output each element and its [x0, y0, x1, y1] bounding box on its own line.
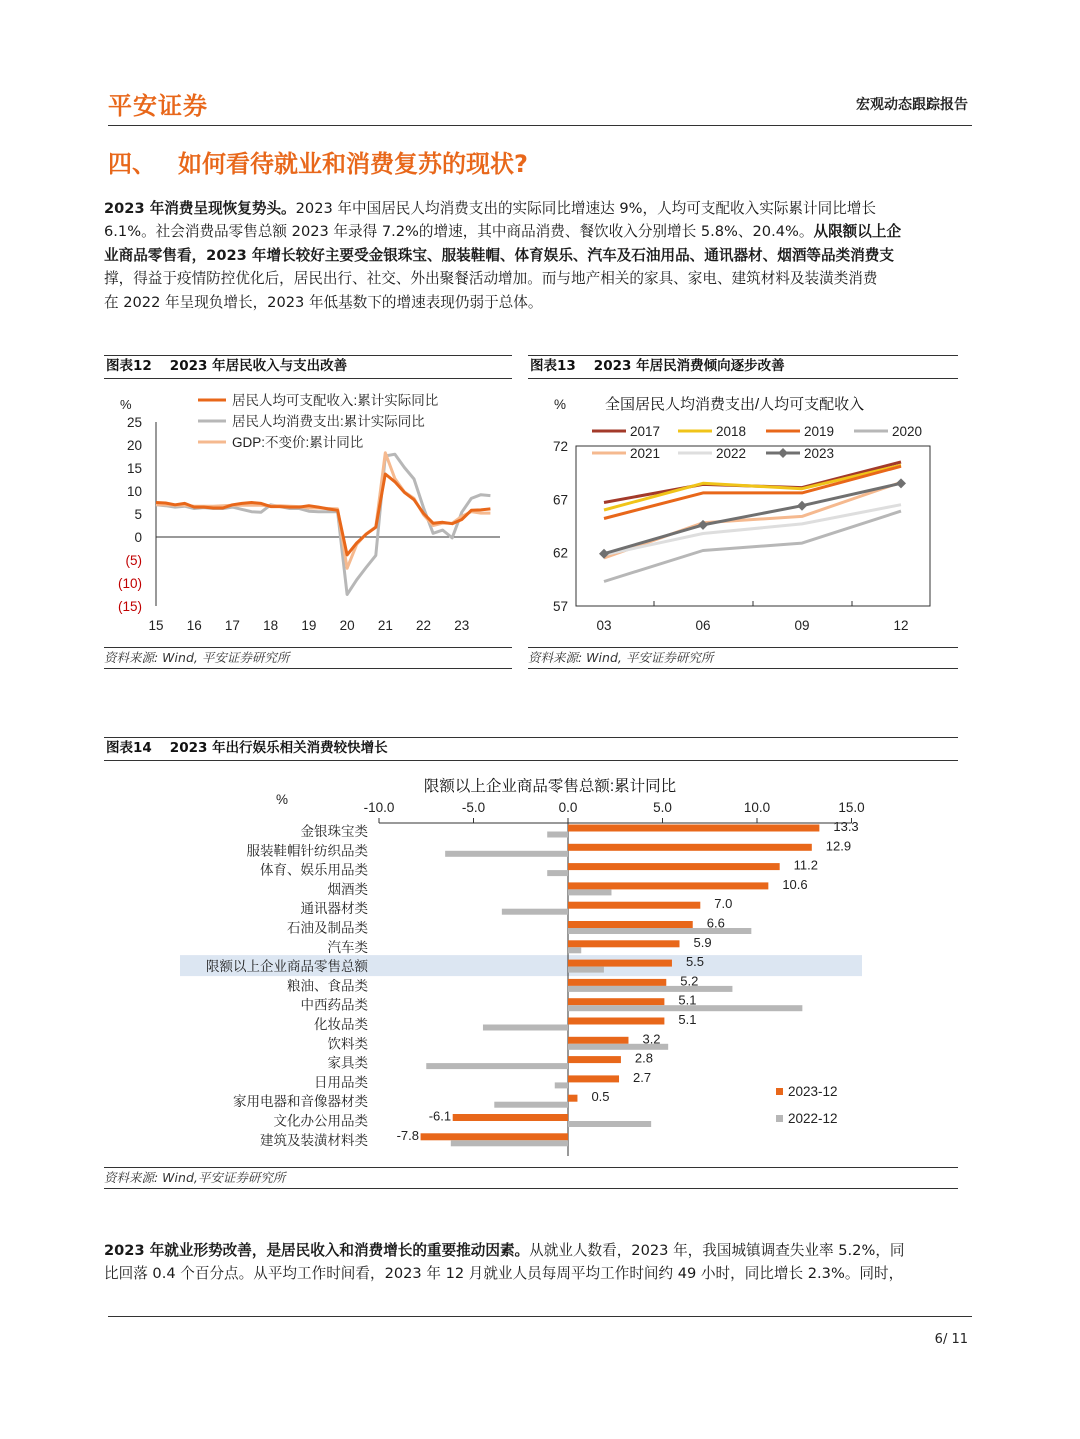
fig12-label: 图表12 [106, 358, 152, 374]
paragraph-bold: 从限额以上企 [813, 223, 902, 241]
y-tick-label: 62 [552, 545, 568, 561]
legend-label: 居民人均消费支出:累计实际同比 [232, 414, 425, 429]
bar-2022-12 [445, 851, 568, 857]
bar-2022-12 [568, 1121, 651, 1127]
bar-value-label: 5.1 [678, 992, 697, 1008]
x-tick-label: 22 [416, 618, 432, 633]
bar-value-label: 3.2 [642, 1031, 661, 1047]
fig12-header [104, 355, 512, 379]
x-tick-label: 15 [148, 618, 164, 633]
fig12-source: 资料来源: Wind, 平安证券研究所 [104, 647, 512, 669]
bar-2023-12 [568, 960, 672, 967]
series-line [156, 474, 490, 555]
bar-value-label: -6.1 [428, 1108, 452, 1124]
legend-marker [778, 448, 788, 458]
bar-2023-12 [568, 863, 780, 870]
category-label: 服装鞋帽针纺织品类 [246, 843, 368, 859]
bar-2022-12 [555, 1082, 568, 1088]
y-unit-label: % [554, 397, 567, 412]
bar-2023-12 [568, 902, 700, 909]
y-tick-label: (5) [125, 553, 142, 568]
bar-value-label: 0.5 [591, 1089, 610, 1105]
category-label: 建筑及装潢材料类 [260, 1132, 368, 1148]
x-tick-label: 23 [454, 618, 470, 633]
x-tick-label: 15.0 [838, 800, 865, 815]
page-number: 6/ 11 [934, 1332, 968, 1347]
legend-label: 2022 [716, 446, 747, 461]
bar-2022-12 [568, 986, 732, 992]
x-tick-label: 10.0 [743, 800, 771, 815]
series-marker [896, 478, 906, 488]
bar-2022-12 [568, 889, 611, 895]
chart-title: 限额以上企业商品零售总额:累计同比 [423, 778, 677, 795]
bar-value-label: 5.9 [693, 934, 712, 950]
fig13-chart [528, 380, 958, 645]
legend-label: 2022-12 [788, 1111, 838, 1126]
category-label: 化妆品类 [314, 1017, 368, 1032]
bar-2023-12 [568, 979, 666, 986]
paragraph-lead: 2023 年消费呈现恢复势头。 [104, 200, 296, 217]
paragraph-text: 从就业人数看，2023 年，我国城镇调查失业率 5.2%，同 [529, 1242, 905, 1259]
fig13-header [528, 355, 958, 379]
legend-label: 居民人均可支配收入:累计实际同比 [232, 393, 439, 408]
paragraph-employment [104, 1239, 980, 1286]
x-tick-label: -5.0 [461, 800, 486, 815]
bar-2023-12 [421, 1133, 568, 1140]
y-tick-label: 67 [552, 492, 568, 508]
legend-swatch [776, 1115, 783, 1122]
category-label: 文化办公用品类 [273, 1113, 368, 1129]
bar-value-label: 5.2 [680, 973, 699, 989]
category-label: 家具类 [327, 1055, 368, 1071]
x-tick-label: 09 [794, 618, 810, 633]
bar-2022-12 [502, 909, 568, 915]
x-tick-label: 20 [339, 618, 355, 633]
category-label: 烟酒类 [327, 881, 368, 897]
bar-2023-12 [568, 882, 768, 889]
report-name: 宏观动态跟踪报告 [856, 97, 968, 113]
x-tick-label: 18 [263, 618, 279, 633]
paragraph-bold: 业 [104, 246, 119, 264]
bar-value-label: 13.3 [833, 819, 859, 834]
bar-2023-12 [568, 998, 664, 1005]
legend-swatch [776, 1088, 783, 1095]
bar-value-label: 11.2 [793, 857, 819, 873]
category-label: 限额以上企业商品零售总额 [206, 959, 368, 975]
bar-2022-12 [426, 1063, 568, 1069]
y-tick-label: 25 [126, 415, 142, 430]
series-marker [797, 501, 807, 511]
y-tick-label: 5 [134, 507, 142, 522]
bar-value-label: 2.8 [634, 1050, 653, 1066]
legend-label: 2018 [716, 424, 747, 439]
bar-value-label: 10.6 [782, 876, 808, 892]
paragraph-consumption [104, 197, 980, 314]
category-label: 中西药品类 [300, 997, 368, 1013]
bar-value-label: 7.0 [714, 896, 733, 912]
bar-value-label: 2.7 [633, 1069, 652, 1085]
legend-label: 2019 [804, 424, 835, 439]
fig14-title: 2023 年出行娱乐相关消费较快增长 [169, 740, 388, 756]
paragraph-line: 在 2022 年呈现负增长，2023 年低基数下的增速表现仍弱于总体。 [104, 293, 543, 311]
legend-label: 2021 [630, 446, 661, 461]
header-divider [108, 125, 972, 126]
y-tick-label: 15 [126, 461, 142, 476]
x-tick-label: 5.0 [653, 800, 672, 815]
bar-2022-12 [547, 832, 568, 838]
y-unit-label: % [120, 397, 132, 412]
bar-value-label: 12.9 [825, 838, 852, 854]
bar-2022-12 [494, 1102, 568, 1108]
legend-label: 2020 [892, 424, 923, 439]
legend-label: 2023-12 [788, 1084, 838, 1099]
y-tick-label: 57 [552, 599, 568, 614]
bar-2023-12 [568, 1037, 628, 1044]
paragraph-text: 6.1%。社会消费品零售总额 2023 年录得 7.2%的增速，其中商品消费、餐饮收入分别增长 5.8%、20.4%。 [104, 223, 814, 241]
paragraph-line [104, 197, 980, 220]
bar-2023-12 [568, 844, 812, 851]
fig13-title: 2023 年居民消费倾向逐步改善 [593, 358, 785, 374]
bar-2023-12 [568, 1075, 619, 1082]
category-label: 通讯器材类 [300, 901, 368, 917]
x-tick-label: 17 [224, 618, 240, 633]
bar-value-label: -7.8 [396, 1127, 419, 1143]
category-label: 汽车类 [327, 939, 368, 955]
bar-2023-12 [568, 921, 693, 928]
bar-2022-12 [568, 967, 604, 973]
fig13-source: 资料来源: Wind, 平安证券研究所 [528, 647, 958, 669]
bar-2023-12 [568, 825, 819, 832]
paragraph-line [104, 220, 980, 243]
fig14-source: 资料来源: Wind,平安证券研究所 [104, 1167, 958, 1189]
bar-2023-12 [568, 940, 680, 947]
fig14-header [104, 737, 958, 761]
legend-label: GDP:不变价:累计同比 [232, 435, 364, 450]
x-tick-label: 06 [695, 618, 711, 633]
bar-value-label: 5.1 [678, 1012, 697, 1027]
footer-divider [108, 1316, 972, 1317]
y-tick-label: 72 [552, 439, 568, 454]
legend-label: 2017 [630, 424, 661, 439]
paragraph-line [104, 244, 980, 267]
x-tick-label: 16 [186, 618, 202, 633]
category-label: 家用电器和音像器材类 [233, 1094, 368, 1110]
x-unit-label: % [276, 792, 289, 807]
section-number: 四、 [108, 150, 156, 178]
section-title [108, 144, 550, 179]
category-label: 粮油、食品类 [287, 978, 368, 994]
bar-2022-12 [547, 870, 568, 876]
paragraph-lead: 2023 年就业形势改善，是居民收入和消费增长的重要推动因素。 [104, 1242, 530, 1259]
category-label: 石油及制品类 [287, 920, 368, 936]
bar-value-label: 6.6 [706, 915, 725, 931]
bar-2022-12 [451, 1140, 568, 1146]
fig13-label: 图表13 [530, 358, 576, 374]
series-line [604, 465, 901, 510]
y-tick-label: 0 [134, 530, 142, 545]
y-tick-label: (10) [117, 576, 142, 591]
category-label: 体育、娱乐用品类 [260, 862, 368, 878]
x-tick-label: 0.0 [558, 800, 578, 815]
y-tick-label: (15) [117, 599, 142, 614]
fig12-chart [104, 380, 512, 645]
paragraph-line: 比回落 0.4 个百分点。从平均工作时间看，2023 年 12 月就业人员每周平均工作时间约 49 小时，同比增长 2.3%。同时， [104, 1265, 904, 1283]
section-heading: 如何看待就业和消费复苏的现状? [178, 150, 528, 178]
bar-2023-12 [568, 1018, 664, 1025]
category-label: 日用品类 [314, 1074, 368, 1090]
category-label: 金银珠宝类 [300, 824, 368, 839]
bar-2023-12 [568, 1056, 621, 1063]
paragraph-line [104, 1239, 980, 1262]
fig12-title: 2023 年居民收入与支出改善 [169, 358, 348, 374]
paragraph-line: 撑，得益于疫情防控优化后，居民出行、社交、外出聚餐活动增加。而与地产相关的家具、家电、建筑材料及装潢类消费 [104, 270, 878, 288]
legend-label: 2023 [804, 446, 835, 461]
bar-2022-12 [483, 1025, 568, 1031]
x-tick-label: -10.0 [363, 800, 395, 815]
y-tick-label: 20 [126, 438, 142, 453]
chart-title: 全国居民人均消费支出/人均可支配收入 [605, 396, 865, 413]
bar-value-label: 5.5 [685, 954, 705, 970]
paragraph-text: 2023 年中国居民人均消费支出的实际同比增速达 9%，人均可支配收入实际累计同比增长 [295, 200, 876, 217]
y-tick-label: 10 [126, 484, 142, 499]
bar-2023-12 [453, 1114, 568, 1121]
category-label: 饮料类 [327, 1036, 368, 1052]
bar-2022-12 [568, 947, 581, 953]
x-tick-label: 19 [301, 618, 317, 633]
bar-2023-12 [568, 1095, 577, 1102]
x-tick-label: 21 [377, 618, 393, 633]
fig14-label: 图表14 [106, 740, 152, 756]
fig14-chart [104, 762, 958, 1166]
brand-logo: 平安证券 [108, 92, 208, 120]
x-tick-label: 12 [893, 618, 909, 633]
paragraph-bold: 商品零售看，2023 年增长较好主要受金银珠宝、服装鞋帽、体育娱乐、汽车及石油用品、通讯器材、烟酒等品类消费支 [118, 246, 894, 264]
x-tick-label: 03 [596, 618, 612, 633]
